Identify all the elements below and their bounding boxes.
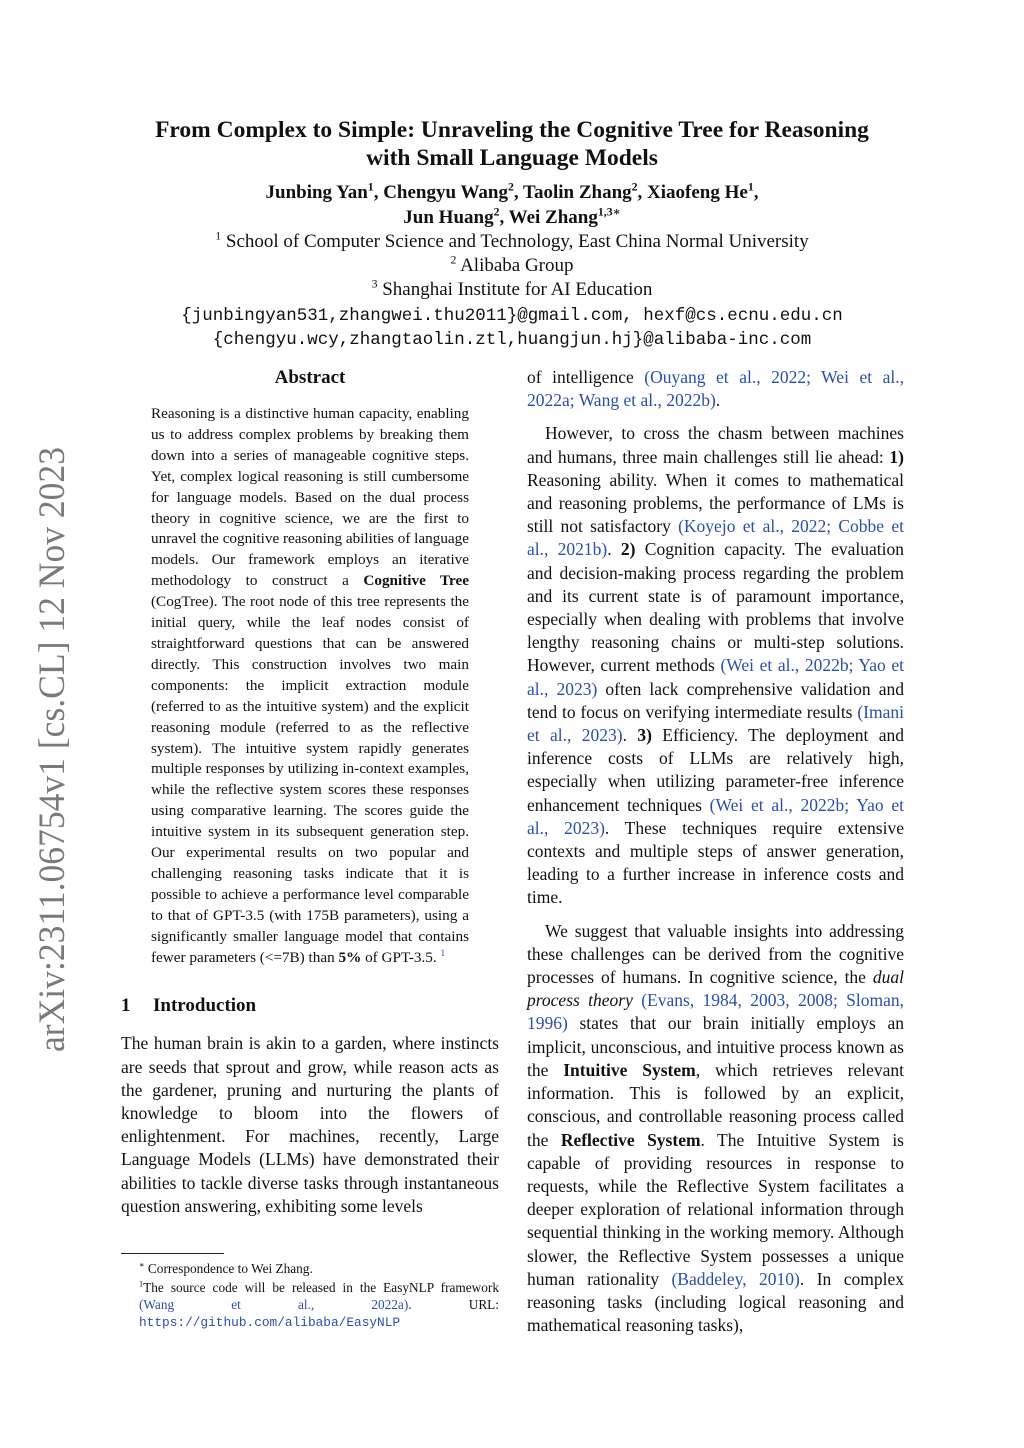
author-affil-sup: 1 xyxy=(367,180,374,194)
citation-link[interactable]: (Koyejo et al., 2022; Cobbe et al., 2021b) xyxy=(527,516,904,560)
author-list: Junbing Yan$^1$, Chengyu Wang$^2$, Taolin Zhang$^2$, Xiaofeng He$^1$, Jun Huang$^2$, Wei Zhang$^{1,3∗}$ xyxy=(265,180,759,228)
left-column xyxy=(121,366,499,1218)
citation-link[interactable]: (Imani et al., 2023) xyxy=(527,701,904,746)
author-name: Junbing Yan xyxy=(265,182,368,203)
author-name: Chengyu Wang xyxy=(383,182,508,203)
author-name: Wei Zhang xyxy=(508,207,598,228)
intro-paragraph: We suggest that valuable insights into addressing these challenges can be derived from the cognitive processes of humans. In cognitive science, the dual process theory (Evans, 1984, 2003, 2008; Sloman, 1996) states that our brain initially employs an implicit, unconscious, and intuitive process known as the Intuitive System, which retrieves relevant information. This is followed by an explicit, conscious, and controllable reasoning process called the Reflective System. The Intuitive System is capable of providing resources in response to requests, while the Reflective System facilitates a deeper exploration of relational information through sequential thinking in the working memory. Although slower, the Reflective System possesses a unique human rationality (Baddeley, 2010). In complex reasoning tasks (including logical reasoning and mathematical reasoning tasks), xyxy=(527,920,905,1336)
author-affil-sup: 1,3∗ xyxy=(597,205,621,219)
section-heading-introduction: 1 Introduction xyxy=(121,995,257,1017)
abstract-heading: Abstract xyxy=(274,367,346,388)
author-affil-sup: 2 xyxy=(493,205,500,219)
citation-link[interactable]: (Ouyang et al., 2022; Wei et al., 2022a; Wang et al., 2022b) xyxy=(527,367,904,411)
cognitive-tree-term: Cognitive Tree xyxy=(363,572,470,590)
arxiv-identifier xyxy=(12,440,82,1060)
intro-paragraph: The human brain is akin to a garden, where instincts are seeds that sprout and grow, while reason acts as the gardener, pruning and nurturing the plants of knowledge to bloom into the flowers of enlightenment. For machines, recently, Large Language Models (LLMs) have demonstrated their abilities to tackle diverse tasks through instantaneous question answering, exhibiting some levels xyxy=(121,1033,499,1216)
footnote-link[interactable]: 1 xyxy=(440,948,446,959)
arxiv-id-text: arXiv:2311.06754v1 [cs.CL] 12 Nov 2023 xyxy=(32,440,73,1052)
footnote: ∗ Correspondence to Wei Zhang. xyxy=(139,1260,313,1276)
title-line-2: with Small Language Models xyxy=(366,145,658,171)
email-list xyxy=(110,304,914,352)
footnotes xyxy=(121,1253,499,1333)
intro-paragraph: However, to cross the chasm between machines and humans, three main challenges still lie ahead: 1) Reasoning ability. When it comes to mathematical and reasoning problems, the performance of LMs is still not satisfactory (Koyejo et al., 2022; Cobbe et al., 2021b). 2) Cognition capacity. The evaluation and decision-making process regarding the problem and its current state is of paramount importance, especially when dealing with problems that involve lengthy reasoning chains or multi-step solutions. However, current methods (Wei et al., 2022b; Yao et al., 2023) often lack comprehensive validation and tend to focus on verifying intermediate results (Imani et al., 2023). 3) Efficiency. The deployment and inference costs of LLMs are relatively high, especially when utilizing parameter-free inference enhancement techniques (Wei et al., 2022b; Yao et al., 2023). These techniques require extensive contexts and multiple steps of answer generation, leading to a further increase in inference costs and time. xyxy=(527,423,904,908)
affiliation: $^1$ School of Computer Science and Technology, East China Normal University xyxy=(215,229,809,252)
author-affil-sup: 2 xyxy=(631,180,638,194)
source-url-link[interactable]: https://github.com/alibaba/EasyNLP xyxy=(139,1315,401,1330)
citation-link[interactable]: (Evans, 1984, 2003, 2008; Sloman, 1996) xyxy=(527,990,905,1034)
author-affil-sup: 1 xyxy=(747,180,754,194)
abstract-text: Reasoning is a distinctive human capacity, enabling us to address complex problems by breaking them down into a series of manageable cognitive steps. Yet, complex logical reasoning is still cumbersome for language models. Based on the dual process theory in cognitive science, we are the first to unravel the cognitive reasoning abilities of language models. Our framework employs an iterative methodology to construct a Cognitive Tree (CogTree). The root node of this tree represents the initial query, while the leaf nodes consist of straightforward questions that can be answered directly. This construction involves two main components: the implicit extraction module (referred to as the intuitive system) and the explicit reasoning module (referred to as the reflective system). The intuitive system rapidly generates multiple responses by utilizing in-context examples, while the reflective system scores these responses using comparative learning. The scores guide the intuitive system in its subsequent generation step. Our experimental results on two popular and challenging reasoning tasks indicate that it is possible to achieve a performance level comparable to that of GPT-3.5 (with 175B parameters), using a significantly smaller language model that contains fewer parameters (<=7B) than 5% of GPT-3.5. $^1$ xyxy=(151,405,470,966)
author-name: Xiaofeng He xyxy=(647,182,748,203)
affiliation: $^2$ Alibaba Group xyxy=(450,253,574,276)
title-line-1: From Complex to Simple: Unraveling the Cognitive Tree for Reasoning xyxy=(155,117,869,143)
footnote-rule xyxy=(121,1253,224,1254)
citation-link[interactable]: (Wei et al., 2022b; Yao et al., 2023) xyxy=(527,794,904,838)
footnote: $^1$The source code will be released in the EasyNLP framework (Wang et al., 2022a). URL: https://github.com/alibaba/EasyNLP xyxy=(139,1279,500,1330)
intro-paragraph-continued: of intelligence (Ouyang et al., 2022; Wei et al., 2022a; Wang et al., 2022b). xyxy=(527,367,904,411)
author-name: Jun Huang xyxy=(403,207,494,228)
author-affil-sup: 2 xyxy=(507,180,514,194)
paper-title xyxy=(110,116,914,172)
affiliation: $^3$ Shanghai Institute for AI Education xyxy=(371,277,653,300)
affiliation-list xyxy=(110,230,914,302)
citation-link[interactable]: (Wei et al., 2022b; Yao et al., 2023) xyxy=(527,655,904,699)
author-name: Taolin Zhang xyxy=(523,182,632,203)
citation-link[interactable]: (Wang et al., 2022a) xyxy=(139,1297,409,1312)
citation-link[interactable]: (Baddeley, 2010) xyxy=(671,1268,800,1289)
email-line: {junbingyan531,zhangwei.thu2011}@gmail.com, hexf@cs.ecnu.edu.cn xyxy=(181,306,843,326)
right-column xyxy=(527,366,904,1337)
email-line: {chengyu.wcy,zhangtaolin.ztl,huangjun.hj}@alibaba-inc.com xyxy=(212,330,812,350)
